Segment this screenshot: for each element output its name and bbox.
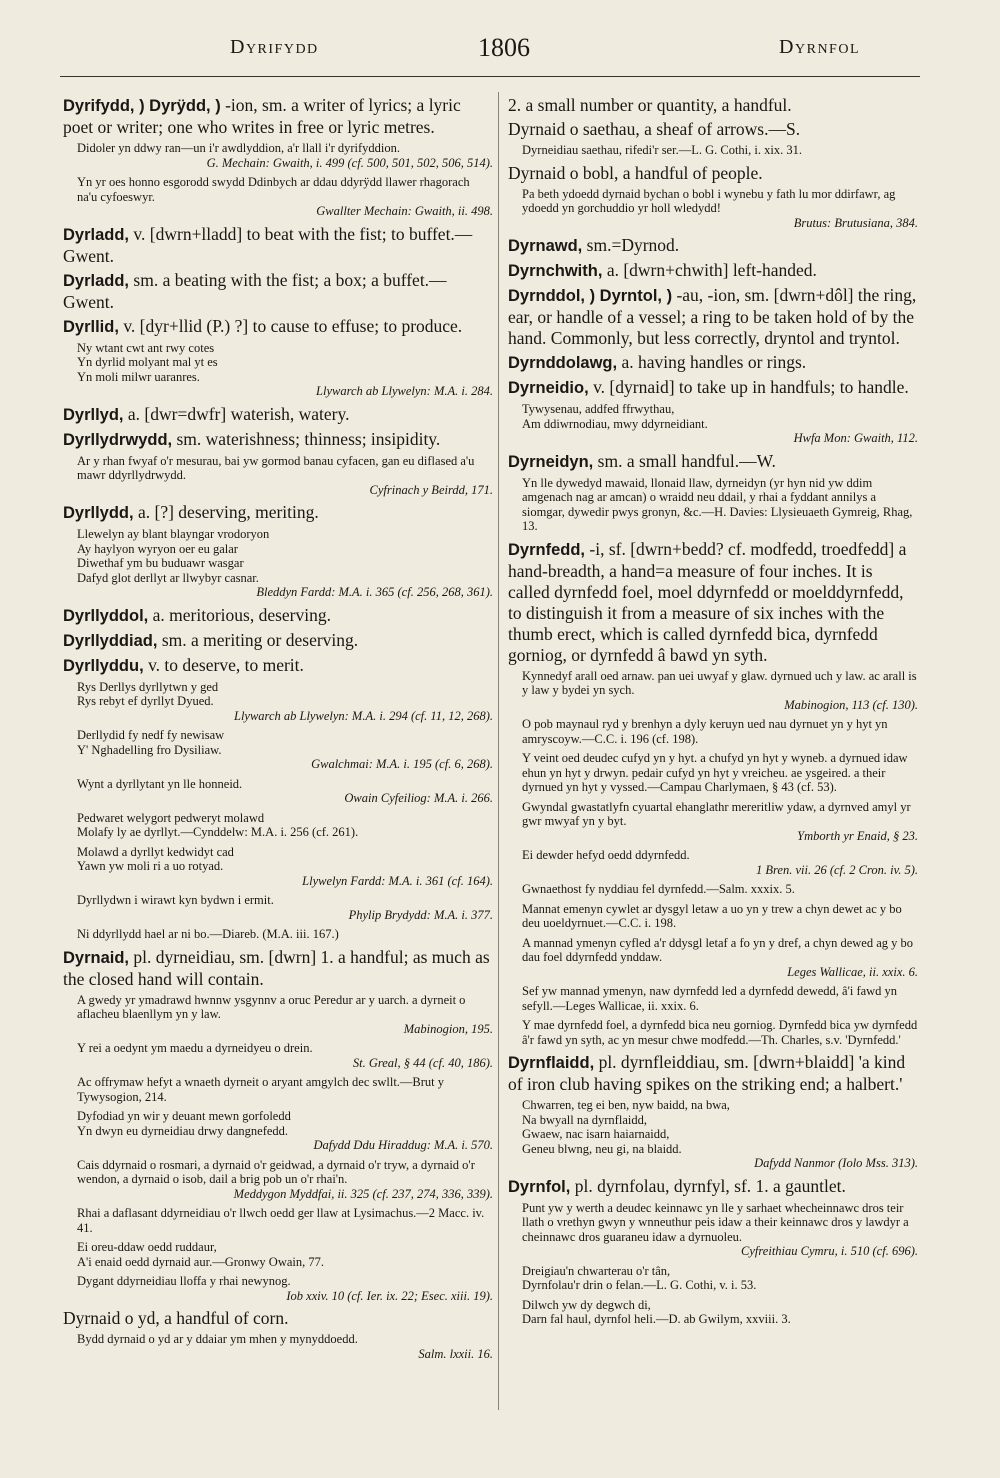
dictionary-entry	[63, 1308, 493, 1329]
citation	[77, 1206, 493, 1235]
citation	[522, 717, 918, 746]
dictionary-entry	[508, 260, 918, 282]
citation-line: Kynnedyf arall oed arnaw. pan uei uwyaf y glaw. dyrnued uch y law. ac arall is y law y bydei yn sych.	[522, 668, 917, 697]
definition: Dyrnaid o yd, a handful of corn.	[63, 1308, 289, 1328]
citation-source: Dafydd Nanmor (Iolo Mss. 313).	[754, 1156, 918, 1170]
headword: Dyrllyddu,	[63, 656, 144, 675]
headword: Dyrnawd,	[508, 237, 583, 255]
citation-line: A gwedy yr ymadrawd hwnnw ysgynnv a oruc Peredur ar y uarch. a dyrneit o aflacheu blaenllym yn y law.	[77, 992, 466, 1021]
header-left-guideword: Dyrifydd	[230, 36, 319, 58]
citation-source: 1 Bren. vii. 26 (cf. 2 Cron. iv. 5).	[755, 862, 918, 877]
dictionary-entry	[63, 270, 493, 313]
citation-line: Punt yw y werth a deudec keinnawc yn lle y sarhaet whecheinnawc dros teir llath o vrethyn gwyn y wnneuthur peis idaw a their keinnawc dros y lawdyr a cheinnawc dros guaraneu idaw a dyrnuoleu.	[522, 1200, 909, 1244]
citation-line: Sef yw mannad ymenyn, naw dyrnfedd led a dyrnfedd dewedd, â'i fawd yn sefyll.—Leges Wallicae, ii. xxix. 6.	[522, 984, 898, 1013]
dictionary-entry	[508, 95, 918, 116]
page-number: 1806	[478, 33, 530, 62]
definition: v. [dwrn+lladd] to beat with the fist; to buffet.—Gwent.	[63, 223, 473, 266]
dictionary-entry	[508, 539, 918, 666]
citation-line: Geneu blwng, neu gi, na blaidd.	[522, 1141, 682, 1156]
citation-line: Gwyndal gwastatlyfn cyuartal ehanglathr mereritliw ydaw, a dyrnved amyl yr gwr mwyaf yn y byt.	[522, 799, 911, 828]
definition: a. [dwr=dwfr] waterish, watery.	[127, 403, 350, 424]
citation-source: Mabinogion, 113 (cf. 130).	[784, 697, 918, 712]
definition: -ion, sm. a writer of lyrics; a lyric poet or writer; one who writes in free or lyric metres.	[63, 95, 461, 137]
headword: Dyrllyddiad,	[63, 631, 158, 650]
dictionary-entry	[508, 235, 918, 257]
citation-line: Y rei a oedynt ym maedu a dyrneidyeu o drein.	[77, 1041, 313, 1055]
citation-line: Dyfodiad yn wir y deuant mewn gorfoledd	[77, 1109, 291, 1123]
dictionary-entry	[508, 1052, 918, 1095]
citation	[77, 728, 493, 772]
citation	[77, 341, 493, 399]
citation-line: Llewelyn ay blant blayngar vrodoryon	[77, 527, 270, 541]
citation-line: Yawn yw moli ri a uo rotyad.	[77, 859, 224, 873]
citation-line: Cais ddyrnaid o rosmari, a dyrnaid o'r geidwad, a dyrnaid o'r tryw, a dyrnaid o'r wendon, a dyrnaid o isob, dail a brig pob un o'r rhai'n.	[77, 1157, 475, 1186]
definition: sm. a small handful.—W.	[597, 450, 776, 471]
column-divider	[498, 92, 499, 1410]
dictionary-entry	[63, 502, 493, 524]
citation-line: Pa beth ydoedd dyrnaid bychan o bobl i wynebu y fath lu mor ddirfawr, ag ydoedd yn gorchuddio yr holl wledydd!	[522, 186, 896, 215]
citation	[522, 187, 918, 231]
citation	[522, 1018, 918, 1047]
citation-line: Pedwaret welygort pedweryt molawd	[77, 810, 265, 825]
definition: v. [dyr+llid (P.) ?] to cause to effuse; to produce.	[123, 315, 463, 336]
citation	[77, 1240, 493, 1269]
citation-source: Hwfa Mon: Gwaith, 112.	[793, 431, 918, 445]
citation	[77, 680, 493, 724]
headword: Dyrladd,	[63, 225, 130, 244]
citation-source: Bleddyn Fardd: M.A. i. 365 (cf. 256, 268, 361).	[256, 585, 493, 599]
citation-line: Ar y rhan fwyaf o'r mesurau, bai yw gormod banau cyfacen, gan eu diflased a'u mawr ddyrllydrwydd.	[77, 453, 475, 482]
citation-line: Mannat emenyn cywlet ar dysgyl letaw a uo yn y trew a chyn dewet ac y bo deu uoeldyrnuet.—C.C. i. 198.	[522, 901, 902, 930]
dictionary-entry	[63, 630, 493, 652]
headword: Dyrladd,	[63, 271, 130, 290]
citation-source: Cyfreithiau Cymru, i. 510 (cf. 696).	[741, 1244, 918, 1258]
citation-line: Am ddiwrnodiau, mwy ddyrneidiant.	[522, 416, 708, 431]
headword: Dyrifydd, ) Dyrÿdd, )	[63, 97, 221, 115]
citation-line: Ei oreu-ddaw oedd ruddaur,	[77, 1240, 217, 1254]
citation	[77, 993, 493, 1037]
dictionary-entry	[508, 1176, 918, 1198]
citation-line: Dyrnfolau'r drin o felan.—L. G. Cothi, v. i. 53.	[522, 1278, 757, 1292]
citation	[522, 800, 918, 844]
dictionary-entry	[508, 119, 918, 140]
citation-source: Meddygon Myddfai, ii. 325 (cf. 237, 274, 336, 339).	[233, 1186, 493, 1201]
citation	[77, 1274, 493, 1303]
citation	[522, 143, 918, 158]
definition: pl. dyrnfolau, dyrnfyl, sf. 1. a gauntlet.	[574, 1175, 846, 1196]
definition: Dyrnaid o bobl, a handful of people.	[508, 162, 763, 183]
citation-line: Yn dyrlid molyant mal yt es	[77, 355, 218, 369]
citation-source: G. Mechain: Gwaith, i. 499 (cf. 500, 501, 502, 506, 514).	[206, 155, 493, 170]
citation-line: Wynt a dyrllytant yn lle honneid.	[77, 776, 243, 791]
definition: sm. a beating with the fist; a box; a buffet.—Gwent.	[63, 269, 447, 312]
dictionary-entry	[63, 429, 493, 451]
citation	[77, 1109, 493, 1153]
citation-line: Ni ddyrllydd hael ar ni bo.—Diareb. (M.A. iii. 167.)	[77, 927, 339, 941]
headword: Dyrnddolawg,	[508, 354, 618, 372]
citation-line: Molawd a dyrllyt kedwidyt cad	[77, 844, 234, 859]
citation-line: Dyrllydwn i wirawt kyn bydwn i ermit.	[77, 893, 274, 907]
citation	[77, 175, 493, 219]
definition: sm. a meriting or deserving.	[161, 629, 359, 650]
citation	[522, 669, 918, 713]
citation-source: Leges Wallicae, ii. xxix. 6.	[787, 964, 918, 979]
definition: v. [dyrnaid] to take up in handfuls; to handle.	[593, 377, 909, 397]
right-column	[508, 95, 918, 1445]
headword: Dyrnchwith,	[508, 262, 603, 280]
citation-line: Rys Derllys dyrllytwn y ged	[77, 679, 219, 694]
headword: Dyrnaid,	[63, 948, 130, 967]
definition: pl. dyrneidiau, sm. [dwrn] 1. a handful; as much as the closed hand will contain.	[63, 946, 490, 989]
citation-line: Molafy ly ae dyrllyt.—Cynddelw: M.A. i. 256 (cf. 261).	[77, 825, 359, 839]
citation	[77, 927, 493, 942]
definition: a. [dwrn+chwith] left-handed.	[606, 260, 817, 280]
citation-source: Iob xxiv. 10 (cf. Ier. ix. 22; Esec. xiii. 19).	[286, 1288, 493, 1303]
citation	[77, 845, 493, 889]
citation-line: A'i enaid oedd dyrnaid aur.—Gronwy Owain, 77.	[77, 1254, 324, 1269]
citation-source: Gwalchmai: M.A. i. 195 (cf. 6, 268).	[311, 757, 493, 771]
citation-line: Yn lle dywedyd mawaid, llonaid llaw, dyrneidyn (yr hyn nid yw ddim amgenach nag ar amcan) o wraidd neu ddail, y rhai a fyddant annilys a siomgar, dywedir pwys gronyn, &c.—H. Davies: Llysieuaeth Gymreig, Rhag, 13.	[522, 475, 913, 533]
header-rule	[60, 76, 920, 77]
citation	[77, 811, 493, 840]
headword: Dyrnddol, ) Dyrntol, )	[508, 287, 673, 305]
definition: -au, -ion, sm. [dwrn+dôl] the ring, ear, or handle of a vessel; a ring to be taken hold of by the hand. Commonly, but less correctly, dryntol and tryntol.	[508, 285, 917, 348]
citation-line: Gwaew, nac isarn haiarnaidd,	[522, 1127, 670, 1141]
citation	[77, 141, 493, 170]
citation-line: Yn dwyn eu dyrneidiau drwy dangnefedd.	[77, 1123, 289, 1138]
headword: Dyrllyd,	[63, 405, 124, 424]
citation-line: Dilwch yw dy degwch di,	[522, 1297, 651, 1312]
citation-line: Rhai a daflasant ddyrneidiau o'r llwch oedd ger llaw at Lysimachus.—2 Macc. iv. 41.	[77, 1206, 485, 1235]
citation	[77, 893, 493, 922]
citation-line: Didoler yn ddwy ran—un i'r awdlyddion, a'r llall i'r dyrifyddion.	[77, 141, 401, 155]
citation	[77, 1332, 493, 1361]
definition: Dyrnaid o saethau, a sheaf of arrows.—S.	[508, 119, 801, 139]
citation-source: Salm. lxxii. 16.	[418, 1346, 493, 1361]
citation	[522, 984, 918, 1013]
definition: a. meritorious, deserving.	[152, 604, 331, 625]
left-column	[63, 95, 493, 1445]
citation	[522, 751, 918, 795]
definition: v. to deserve, to merit.	[148, 654, 304, 675]
citation-source: Llywelyn Fardd: M.A. i. 361 (cf. 164).	[302, 873, 493, 888]
dictionary-entry	[63, 947, 493, 990]
citation-source: Llywarch ab Llywelyn: M.A. i. 284.	[316, 384, 493, 398]
citation-source: Ymborth yr Enaid, § 23.	[797, 828, 918, 843]
citation-line: Yn moli milwr uaranres.	[77, 369, 200, 384]
citation	[522, 936, 918, 980]
dictionary-entry	[63, 605, 493, 627]
citation-line: Bydd dyrnaid o yd ar y ddaiar ym mhen y mynyddoedd.	[77, 1332, 358, 1346]
citation-source: Phylip Brydydd: M.A. i. 377.	[348, 907, 493, 922]
citation-line: Dygant ddyrneidiau lloffa y rhai newynog.	[77, 1274, 291, 1288]
citation	[522, 1298, 918, 1327]
citation-source: Owain Cyfeiliog: M.A. i. 266.	[344, 791, 493, 805]
citation-line: Darn fal haul, dyrnfol heli.—D. ab Gwilym, xxviii. 3.	[522, 1312, 791, 1326]
citation-line: O pob maynaul ryd y brenhyn a dyly keruyn ued nau dyrnuet yn y hyt yn amryscoyw.—C.C. i. 196 (cf. 198).	[522, 717, 888, 746]
citation-line: Y veint oed deudec cufyd yn y hyt. a chufyd yn hyt y wyneb. a dyrnued idaw ehun yn hyt y drwyn. pedair cufyd yn hyt y vreicheu. ae ysgeired. a their dyrnued yn hyt y vyssed.—Campau Charlymaen, § 43 (cf. 53).	[522, 751, 908, 794]
citation-line: Dafyd glot derllyt ar llwybyr casnar.	[77, 570, 259, 585]
citation-line: Yn yr oes honno esgorodd swydd Ddinbych ar ddau ddyrÿdd llawer rhagorach na'u cyfoeswyr.	[77, 175, 470, 204]
dictionary-entry	[63, 404, 493, 426]
citation-line: Na bwyall na dyrnflaidd,	[522, 1112, 647, 1127]
citation-line: Derllydid fy nedf fy newisaw	[77, 728, 225, 742]
citation-source: Cyfrinach y Beirdd, 171.	[369, 482, 493, 497]
citation-line: Y' Nghadelling fro Dysiliaw.	[77, 742, 222, 757]
citation	[77, 1041, 493, 1070]
dictionary-entry	[63, 655, 493, 677]
citation-source: Dafydd Ddu Hiraddug: M.A. i. 570.	[313, 1138, 493, 1152]
citation-line: Ei dewder hefyd oedd ddyrnfedd.	[522, 848, 690, 862]
headword: Dyrnflaidd,	[508, 1054, 595, 1072]
dictionary-entry	[63, 224, 493, 267]
citation-line: Dyrneidiau saethau, rifedi'r ser.—L. G. Cothi, i. xix. 31.	[522, 143, 802, 157]
definition: 2. a small number or quantity, a handful.	[508, 95, 792, 115]
citation-line: Tywysenau, addfed ffrwythau,	[522, 402, 675, 416]
citation	[522, 882, 918, 897]
citation-line: Rys rebyt ef dyrllyt Dyued.	[77, 694, 214, 708]
citation-source: St. Greal, § 44 (cf. 40, 186).	[352, 1055, 493, 1070]
citation-source: Brutus: Brutusiana, 384.	[793, 215, 918, 230]
headword: Dyrnfedd,	[508, 540, 586, 559]
citation	[522, 1098, 918, 1171]
dictionary-entry	[508, 377, 918, 399]
citation-line: Ac offrymaw hefyt a wnaeth dyrneit o aryant amgylch dec swllt.—Brut y Tywysogion, 214.	[77, 1075, 445, 1104]
citation-line: Chwarren, teg ei ben, nyw baidd, na bwa,	[522, 1098, 730, 1112]
citation	[522, 476, 918, 534]
dictionary-entry	[63, 95, 493, 138]
citation-line: Gwnaethost fy nyddiau fel dyrnfedd.—Salm. xxxix. 5.	[522, 882, 795, 896]
headword: Dyrnfol,	[508, 1177, 571, 1196]
headword: Dyrllyddol,	[63, 606, 149, 625]
citation	[77, 777, 493, 806]
citation-source: Gwallter Mechain: Gwaith, ii. 498.	[316, 204, 493, 218]
citation-line: Diwethaf ym bu buduawr wasgar	[77, 556, 244, 570]
citation	[522, 902, 918, 931]
header-right-guideword: Dyrnfol	[779, 36, 860, 58]
dictionary-entry	[63, 316, 493, 338]
citation-line: Dreigiau'n chwarterau o'r tân,	[522, 1263, 671, 1278]
citation	[77, 1075, 493, 1104]
definition: sm.=Dyrnod.	[586, 235, 680, 255]
citation	[522, 848, 918, 877]
dictionary-entry	[508, 451, 918, 473]
definition: a. [?] deserving, meriting.	[137, 502, 319, 522]
dictionary-entry	[508, 285, 918, 349]
citation-line: Y mae dyrnfedd foel, a dyrnfedd bica neu gorniog. Dyrnfedd bica yw dyrnfedd â'r fawd yn syth, ac yn mesur chwe modfedd.—Th. Charles, s.v. 'Dyrnfedd.'	[522, 1018, 918, 1047]
headword: Dyrneidio,	[508, 379, 589, 397]
citation	[522, 1264, 918, 1293]
headword: Dyrneidyn,	[508, 452, 594, 471]
citation	[77, 1158, 493, 1202]
definition: sm. waterishness; thinness; insipidity.	[176, 428, 441, 449]
headword: Dyrllydd,	[63, 504, 134, 522]
citation	[77, 527, 493, 600]
definition: -i, sf. [dwrn+bedd? cf. modfedd, troedfedd] a hand-breadth, a hand=a measure of four inches. It is called dyrnfedd foel, moel ddyrnfedd or moelddyrnfedd, to distinguish it from a measure of six inches with the thumb erect, which is called dyrnfedd bica, dyrnfedd gorniog, or dyrnfedd â bawd yn syth.	[508, 538, 907, 665]
citation-line: A mannad ymenyn cyfled a'r ddysgl letaf a fo yn y dref, a chyn dewed ag y bo dau foel ddyrnfedd ynddaw.	[522, 935, 914, 964]
dictionary-entry	[508, 163, 918, 184]
headword: Dyrllid,	[63, 317, 119, 336]
citation	[77, 454, 493, 498]
headword: Dyrllydrwydd,	[63, 430, 173, 449]
citation-line: Ay haylyon wyryon oer eu galar	[77, 541, 238, 556]
citation-line: Ny wtant cwt ant rwy cotes	[77, 340, 215, 355]
definition: a. having handles or rings.	[621, 352, 807, 372]
running-header	[60, 33, 920, 66]
citation	[522, 1201, 918, 1259]
definition: pl. dyrnfleiddiau, sm. [dwrn+blaidd] 'a kind of iron club having spikes on the striking end; a halbert.'	[508, 1052, 906, 1094]
dictionary-entry	[508, 352, 918, 374]
citation-source: Mabinogion, 195.	[403, 1021, 493, 1036]
citation	[522, 402, 918, 446]
citation-source: Llywarch ab Llywelyn: M.A. i. 294 (cf. 11, 12, 268).	[234, 708, 493, 723]
